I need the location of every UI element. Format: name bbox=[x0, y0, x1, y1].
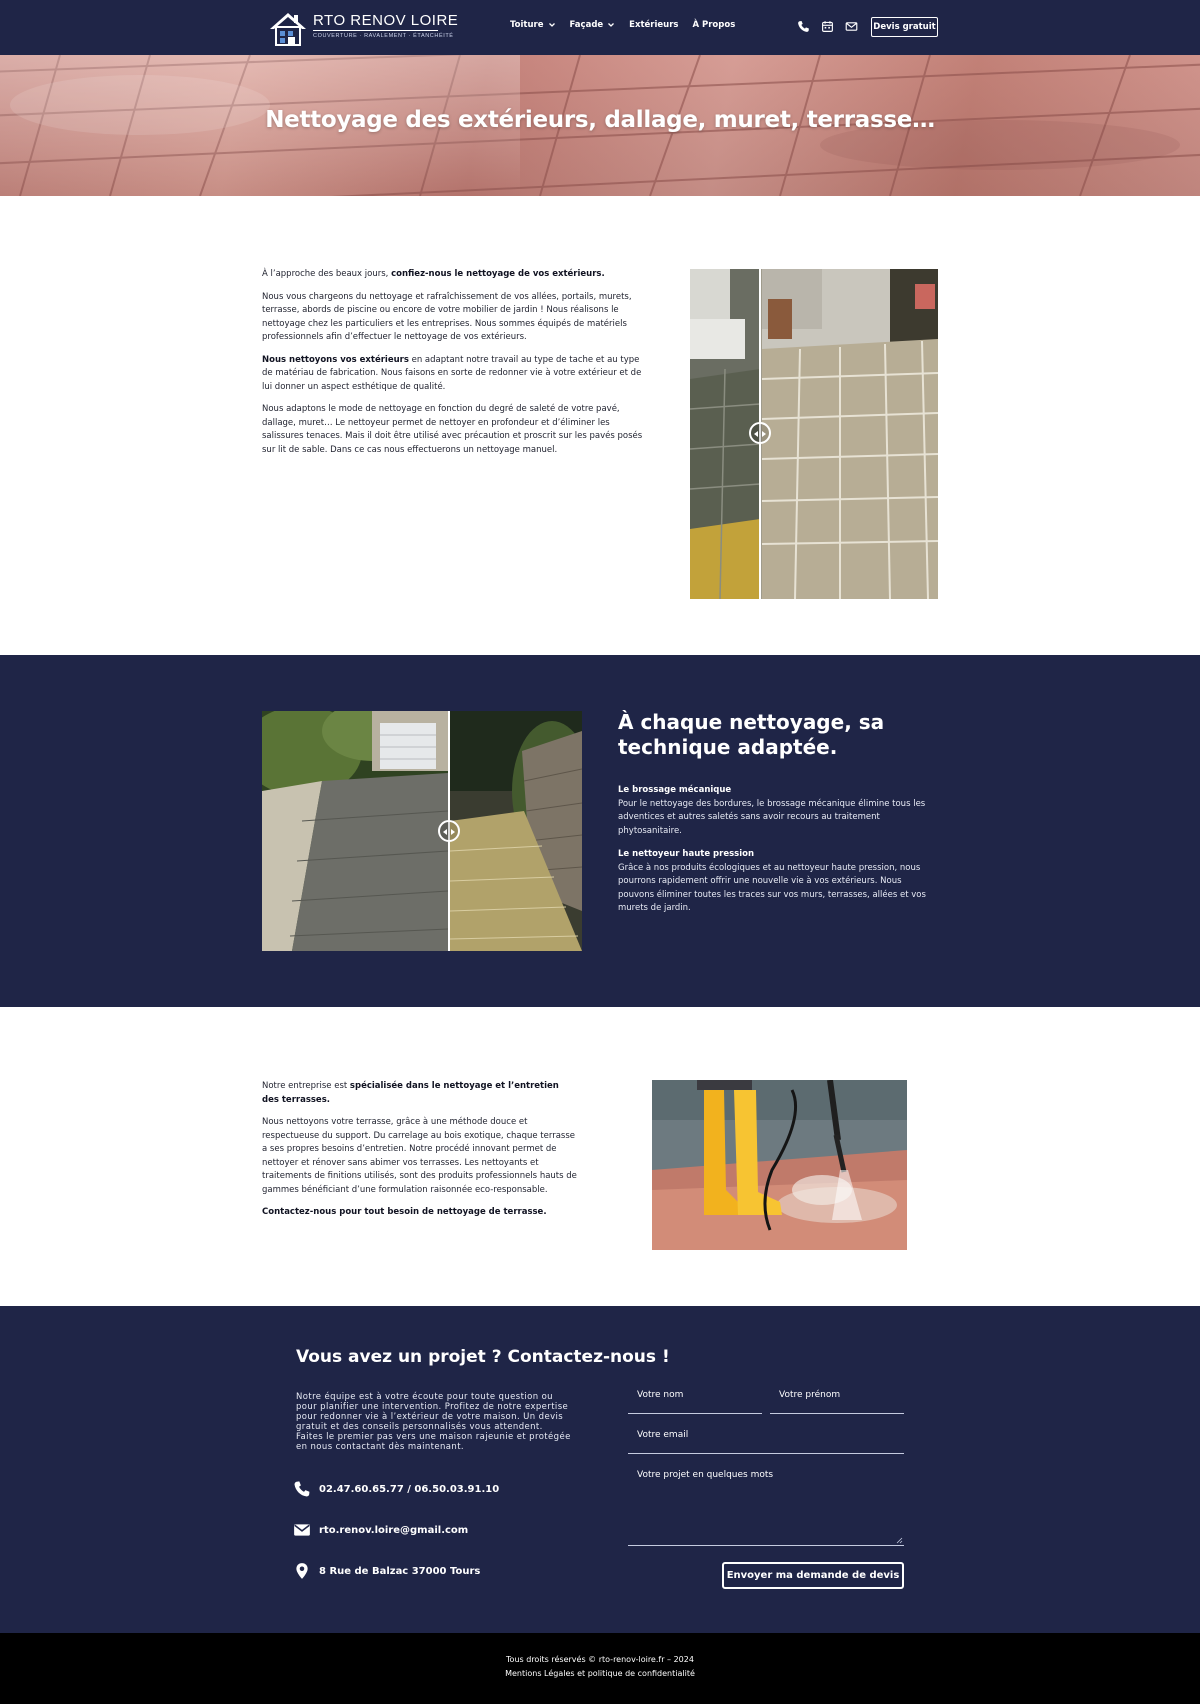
nav-label: À Propos bbox=[692, 20, 736, 30]
technique-text-1: Pour le nettoyage des bordures, le brossage mécanique élimine tous les adventices et autres saletés sans avoir recours au traitement phytosanitaire. bbox=[618, 798, 926, 836]
header-icons bbox=[797, 20, 858, 33]
intro-paragraph-2: Nous vous chargeons du nettoyage et rafraîchissement de vos allées, portails, murets, terrasse, abords de piscine ou encore de votre mobilier de jardin ! Nous réalisons le nettoyage chez les particuliers et les entreprises. Nous sommes équipés de matériels professionnels afin d’effectuer le nettoyage de vos extérieurs. bbox=[262, 291, 632, 342]
pressure-washer-photo bbox=[652, 1080, 907, 1250]
terrasse-lead: Notre entreprise est bbox=[262, 1081, 350, 1091]
projet-placeholder: Votre projet en quelques mots bbox=[637, 1470, 774, 1480]
nav-item-facade[interactable] bbox=[570, 20, 616, 30]
contact-address[interactable] bbox=[293, 1562, 480, 1580]
nom-placeholder: Votre nom bbox=[637, 1390, 684, 1400]
nav-label: Façade bbox=[569, 20, 604, 30]
nav-label: Extérieurs bbox=[629, 20, 679, 30]
before-after-pavement-photo[interactable] bbox=[690, 269, 938, 599]
nav-item-toiture[interactable] bbox=[510, 20, 556, 30]
intro-paragraph-3: en adaptant notre travail au type de tache et au type de matériau de fabrication. Nous faisons en sorte de redonner vie à votre extérieur et de lui donner un aspect esthétique de qualité. bbox=[262, 354, 642, 392]
terrasse-cta-text: Contactez-nous pour tout besoin de nettoyage de terrasse. bbox=[262, 1207, 547, 1217]
mail-icon[interactable] bbox=[845, 20, 858, 33]
intro-text bbox=[262, 268, 652, 466]
intro-lead-bold: confiez-nous le nettoyage de vos extérieurs. bbox=[391, 269, 605, 279]
hero-banner bbox=[0, 55, 1200, 196]
intro-paragraph-4: Nous adaptons le mode de nettoyage en fonction du degré de saleté de votre pavé, dallage, muret… Le nettoyeur permet de nettoyer en profondeur et d’éliminer les salissures tenaces. Mais il doit être utilisé avec précaution et proscrit sur les pavés posés sur lit de sable. Dans ce cas nous effectuerons un nettoyage manuel. bbox=[262, 404, 643, 455]
email-field[interactable] bbox=[628, 1430, 904, 1454]
technique-heading-2: Le nettoyeur haute pression bbox=[618, 849, 755, 859]
yellow-boots-image bbox=[652, 1080, 907, 1250]
chevron-down-icon bbox=[607, 21, 615, 29]
brand-name: RTO RENOV LOIRE bbox=[313, 12, 459, 29]
terrasse-paragraph-2: Nous nettoyons votre terrasse, grâce à une méthode douce et respectueuse du support. Du carrelage au bois exotique, chaque terrasse a ses propres besoins d’entretien. Notre procédé innovant permet de nettoyer et rénover sans abimer vos terrasses. Les nettoyants et traitements de finitions utilisés, sont des produits professionnels hauts de gammes bénéficiant d’une formulation raisonnée eco-responsable. bbox=[262, 1117, 577, 1195]
phone-icon[interactable] bbox=[797, 20, 810, 33]
projet-textarea[interactable] bbox=[628, 1470, 904, 1546]
driveway-image bbox=[262, 711, 582, 951]
site-footer bbox=[0, 1633, 1200, 1704]
contact-address-text: 8 Rue de Balzac 37000 Tours bbox=[319, 1565, 481, 1577]
phone-icon bbox=[293, 1480, 311, 1498]
chevron-down-icon bbox=[548, 21, 556, 29]
contact-phone[interactable] bbox=[293, 1480, 499, 1498]
nav-item-a-propos[interactable] bbox=[692, 20, 735, 30]
pavement-image bbox=[690, 269, 938, 599]
house-logo-icon bbox=[268, 9, 308, 47]
technique-list bbox=[618, 784, 938, 926]
site-header bbox=[0, 0, 1200, 55]
nom-field[interactable] bbox=[628, 1390, 762, 1414]
prenom-field[interactable] bbox=[770, 1390, 904, 1414]
intro-bold-3: Nous nettoyons vos extérieurs bbox=[262, 354, 409, 365]
contact-phone-text: 02.47.60.65.77 / 06.50.03.91.10 bbox=[319, 1483, 500, 1495]
before-after-driveway-photo[interactable] bbox=[262, 711, 582, 951]
submit-devis-button[interactable]: Envoyer ma demande de devis bbox=[722, 1562, 904, 1589]
contact-email[interactable] bbox=[293, 1521, 468, 1539]
copyright-text: Tous droits réservés © rto-renov-loire.fr – 2024 bbox=[506, 1655, 694, 1664]
location-pin-icon bbox=[293, 1562, 311, 1580]
nav-item-exterieurs[interactable] bbox=[629, 20, 678, 30]
devis-gratuit-button[interactable]: Devis gratuit bbox=[871, 17, 938, 37]
prenom-placeholder: Votre prénom bbox=[779, 1390, 841, 1400]
contact-title: Vous avez un projet ? Contactez-nous ! bbox=[296, 1347, 670, 1367]
terrasse-text bbox=[262, 1080, 577, 1229]
main-nav bbox=[510, 20, 749, 30]
legal-link[interactable]: Mentions Légales et politique de confidentialité bbox=[505, 1669, 695, 1678]
contact-intro-text: Notre équipe est à votre écoute pour toute question ou pour planifier une intervention. Profitez de notre expertise pour redonner vie à l’extérieur de votre maison. Un devis gratuit et des conseils personnalisés vous attendent. Faites le premier pas vers une maison rajeunie et protégée en nous contactant dès maintenant. bbox=[296, 1392, 571, 1452]
calendar-icon[interactable] bbox=[821, 20, 834, 33]
technique-title: À chaque nettoyage, sa technique adaptée. bbox=[618, 710, 885, 759]
slider-handle-icon[interactable] bbox=[749, 422, 771, 444]
email-placeholder: Votre email bbox=[637, 1430, 689, 1440]
terrasse-lead-bold: spécialisée dans le nettoyage et l’entretien des terrasses. bbox=[262, 1081, 559, 1105]
resize-handle-icon[interactable] bbox=[896, 1537, 903, 1544]
technique-text-2: Grâce à nos produits écologiques et au nettoyeur haute pression, nous pourrons rapidement offrir une nouvelle vie à vos extérieurs. Nous pouvons éliminer toutes les traces sur vos murs, terrasses, allées et vos murets de jardin. bbox=[618, 862, 926, 913]
page-title: Nettoyage des extérieurs, dallage, muret, terrasse… bbox=[265, 107, 935, 133]
technique-section bbox=[0, 655, 1200, 1007]
technique-heading-1: Le brossage mécanique bbox=[618, 785, 732, 795]
mail-icon bbox=[293, 1521, 311, 1539]
nav-label: Toiture bbox=[510, 20, 544, 30]
intro-lead: À l’approche des beaux jours, bbox=[262, 269, 392, 279]
logo-divider bbox=[313, 30, 438, 31]
logo[interactable] bbox=[268, 9, 459, 47]
contact-email-text: rto.renov.loire@gmail.com bbox=[319, 1524, 469, 1536]
brand-tagline: COUVERTURE · RAVALEMENT · ÉTANCHÉITÉ bbox=[313, 33, 454, 39]
slider-handle-icon[interactable] bbox=[438, 820, 460, 842]
